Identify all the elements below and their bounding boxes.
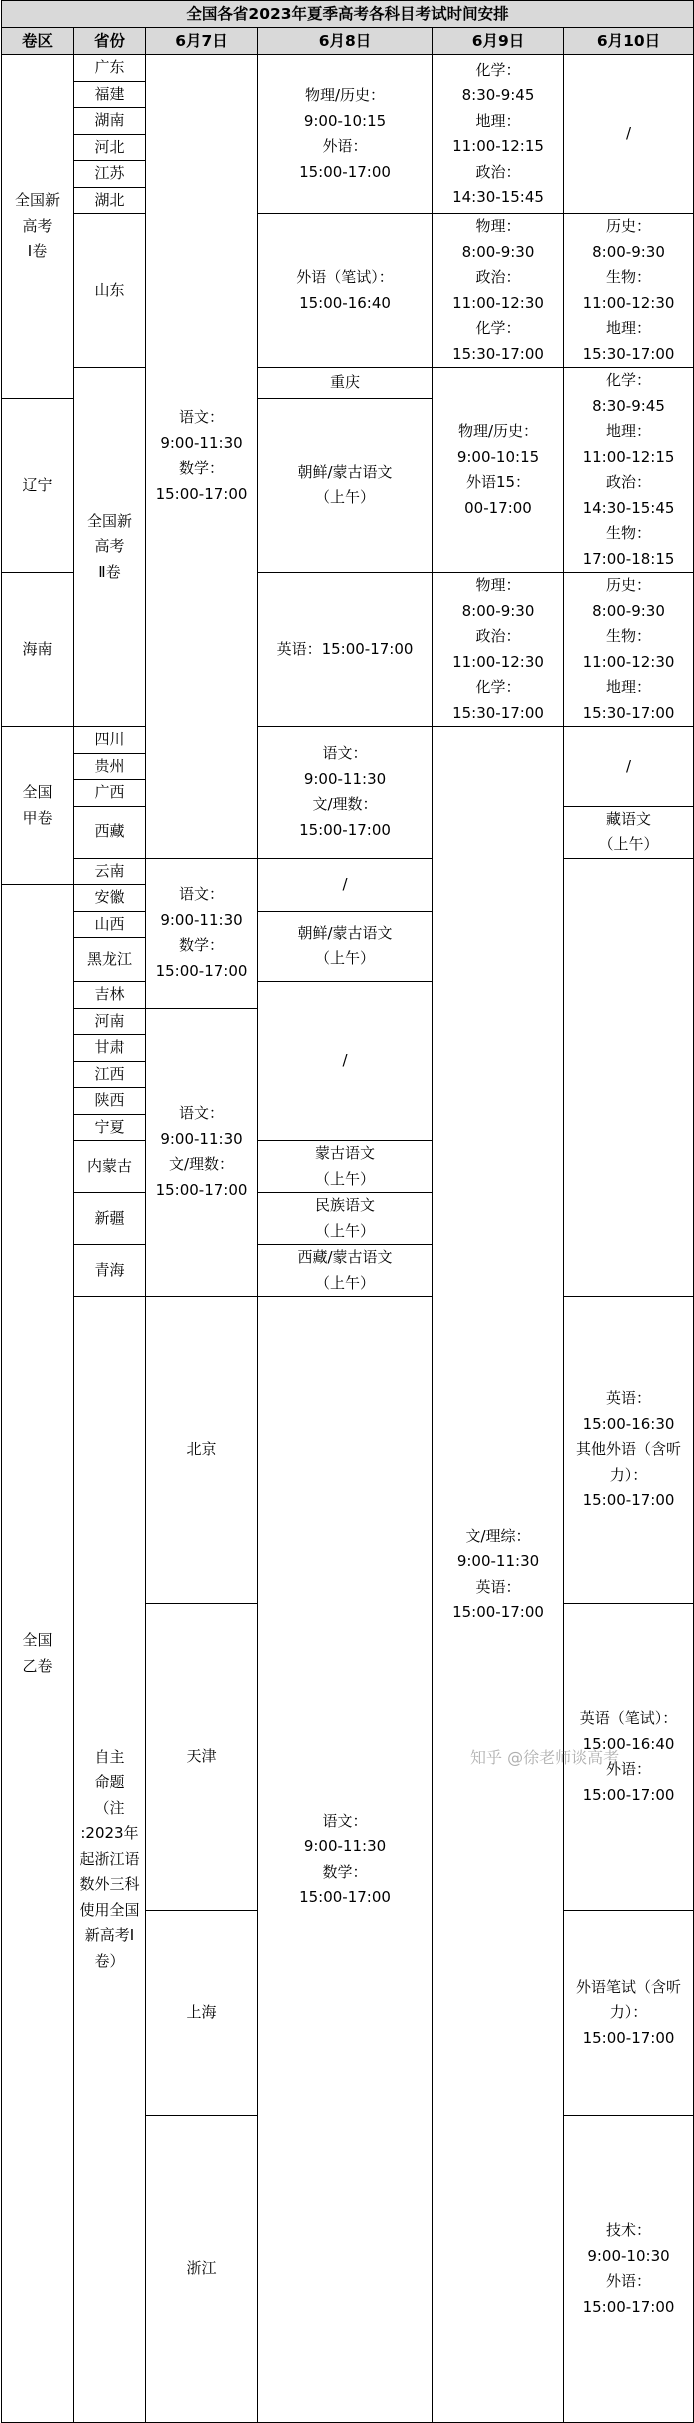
province-cell: 甘肃 bbox=[74, 1035, 146, 1062]
column-header: 6月7日 bbox=[146, 28, 258, 55]
schedule-cell: 藏语文 （上午） bbox=[564, 806, 694, 858]
province-cell: 山东 bbox=[74, 214, 146, 368]
column-header: 6月8日 bbox=[258, 28, 433, 55]
table-title: 全国各省2023年夏季高考各科目考试时间安排 bbox=[2, 1, 694, 28]
province-cell: 黑龙江 bbox=[74, 938, 146, 982]
province-cell: 山西 bbox=[74, 911, 146, 938]
schedule-cell: 英语： 15:00-16:30 其他外语（含听力）： 15:00-17:00 bbox=[564, 1297, 694, 1604]
schedule-cell: 民族语文 （上午） bbox=[258, 1193, 433, 1245]
region-cell: 自主 命题 （注 :2023年 起浙江语 数外三科 使用全国 新高考Ⅰ 卷） bbox=[74, 1297, 146, 2423]
table-row bbox=[2, 1193, 694, 1245]
region-cell: 全国新 高考 Ⅱ卷 bbox=[74, 368, 146, 727]
schedule-cell: / bbox=[258, 858, 433, 911]
schedule-cell: 文/理综： 9:00-11:30 英语： 15:00-17:00 bbox=[433, 727, 564, 2423]
schedule-cell: 语文： 9:00-11:30 数学： 15:00-17:00 bbox=[146, 858, 258, 1008]
schedule-cell: 外语（笔试）： 15:00-16:40 bbox=[258, 214, 433, 368]
province-cell: 陕西 bbox=[74, 1088, 146, 1115]
schedule-cell: 外语笔试（含听力）： 15:00-17:00 bbox=[564, 1911, 694, 2116]
column-header: 6月9日 bbox=[433, 28, 564, 55]
province-cell: 福建 bbox=[74, 81, 146, 108]
schedule-cell: 物理： 8:00-9:30 政治： 11:00-12:30 化学： 15:30-17:00 bbox=[433, 214, 564, 368]
schedule-cell: 西藏/蒙古语文 （上午） bbox=[258, 1245, 433, 1297]
province-cell: 上海 bbox=[146, 1911, 258, 2116]
province-cell: 海南 bbox=[2, 573, 74, 727]
region-cell: 全国 乙卷 bbox=[2, 885, 74, 2423]
watermark: 知乎 @徐老师谈高考 bbox=[470, 1748, 620, 1767]
schedule-cell: 英语：15:00-17:00 bbox=[258, 573, 433, 727]
schedule-cell: 语文： 9:00-11:30 数学： 15:00-17:00 bbox=[258, 1297, 433, 2423]
province-cell: 浙江 bbox=[146, 2116, 258, 2423]
column-header: 省份 bbox=[74, 28, 146, 55]
table-row bbox=[2, 982, 694, 1009]
province-cell: 江西 bbox=[74, 1061, 146, 1088]
province-cell: 贵州 bbox=[74, 753, 146, 780]
province-cell: 广东 bbox=[74, 55, 146, 82]
table-row bbox=[2, 214, 694, 368]
region-cell: 全国 甲卷 bbox=[2, 727, 74, 885]
schedule-cell: 化学： 8:30-9:45 地理： 11:00-12:15 政治： 14:30-15:45 bbox=[433, 55, 564, 214]
province-cell: 内蒙古 bbox=[74, 1141, 146, 1193]
column-header: 6月10日 bbox=[564, 28, 694, 55]
province-cell: 辽宁 bbox=[2, 398, 74, 572]
schedule-cell: 英语（笔试）： 15:00-16:40 外语： 15:00-17:00 bbox=[564, 1604, 694, 1911]
schedule-cell: 语文： 9:00-11:30 文/理数： 15:00-17:00 bbox=[258, 727, 433, 859]
schedule-cell: 化学： 8:30-9:45 地理： 11:00-12:15 政治： 14:30-15:45 生物： 17:00-18:15 bbox=[564, 368, 694, 573]
schedule-cell: 朝鲜/蒙古语文 （上午） bbox=[258, 398, 433, 572]
exam-schedule-table bbox=[1, 0, 694, 2423]
schedule-cell: / bbox=[258, 982, 433, 1141]
province-cell: 新疆 bbox=[74, 1193, 146, 1245]
province-cell: 湖北 bbox=[74, 187, 146, 214]
table-row bbox=[2, 1297, 694, 1604]
province-cell: 北京 bbox=[146, 1297, 258, 1604]
schedule-cell: 技术： 9:00-10:30 外语： 15:00-17:00 bbox=[564, 2116, 694, 2423]
region-cell: 全国新 高考 Ⅰ卷 bbox=[2, 55, 74, 399]
province-cell: 广西 bbox=[74, 780, 146, 807]
schedule-cell: / bbox=[564, 727, 694, 807]
table-row bbox=[2, 368, 694, 399]
province-cell: 青海 bbox=[74, 1245, 146, 1297]
province-cell: 宁夏 bbox=[74, 1114, 146, 1141]
table-row bbox=[2, 55, 694, 82]
province-cell: 湖南 bbox=[74, 108, 146, 135]
province-cell: 四川 bbox=[74, 727, 146, 754]
province-cell: 天津 bbox=[146, 1604, 258, 1911]
table-row bbox=[2, 1245, 694, 1297]
province-cell: 河南 bbox=[74, 1008, 146, 1035]
province-cell: 江苏 bbox=[74, 161, 146, 188]
table-row bbox=[2, 858, 694, 885]
schedule-cell: 历史： 8:00-9:30 生物： 11:00-12:30 地理： 15:30-17:00 bbox=[564, 214, 694, 368]
province-cell: 云南 bbox=[74, 858, 146, 885]
schedule-cell: 物理/历史： 9:00-10:15 外语15： 00-17:00 bbox=[433, 368, 564, 573]
schedule-cell: / bbox=[564, 55, 694, 214]
schedule-cell: 蒙古语文 （上午） bbox=[258, 1141, 433, 1193]
province-cell: 重庆 bbox=[258, 368, 433, 399]
schedule-cell: 朝鲜/蒙古语文 （上午） bbox=[258, 911, 433, 982]
schedule-cell: 语文： 9:00-11:30 数学： 15:00-17:00 bbox=[146, 55, 258, 859]
table-row bbox=[2, 727, 694, 754]
province-cell: 河北 bbox=[74, 134, 146, 161]
schedule-cell: 物理/历史： 9:00-10:15 外语： 15:00-17:00 bbox=[258, 55, 433, 214]
schedule-cell: 历史： 8:00-9:30 生物： 11:00-12:30 地理： 15:30-17:00 bbox=[564, 573, 694, 727]
schedule-cell: 物理： 8:00-9:30 政治： 11:00-12:30 化学： 15:30-17:00 bbox=[433, 573, 564, 727]
table-row bbox=[2, 911, 694, 938]
province-cell: 安徽 bbox=[74, 885, 146, 912]
table-row bbox=[2, 1141, 694, 1193]
schedule-cell: 语文： 9:00-11:30 文/理数： 15:00-17:00 bbox=[146, 1008, 258, 1297]
province-cell: 西藏 bbox=[74, 806, 146, 858]
province-cell: 吉林 bbox=[74, 982, 146, 1009]
column-header: 卷区 bbox=[2, 28, 74, 55]
